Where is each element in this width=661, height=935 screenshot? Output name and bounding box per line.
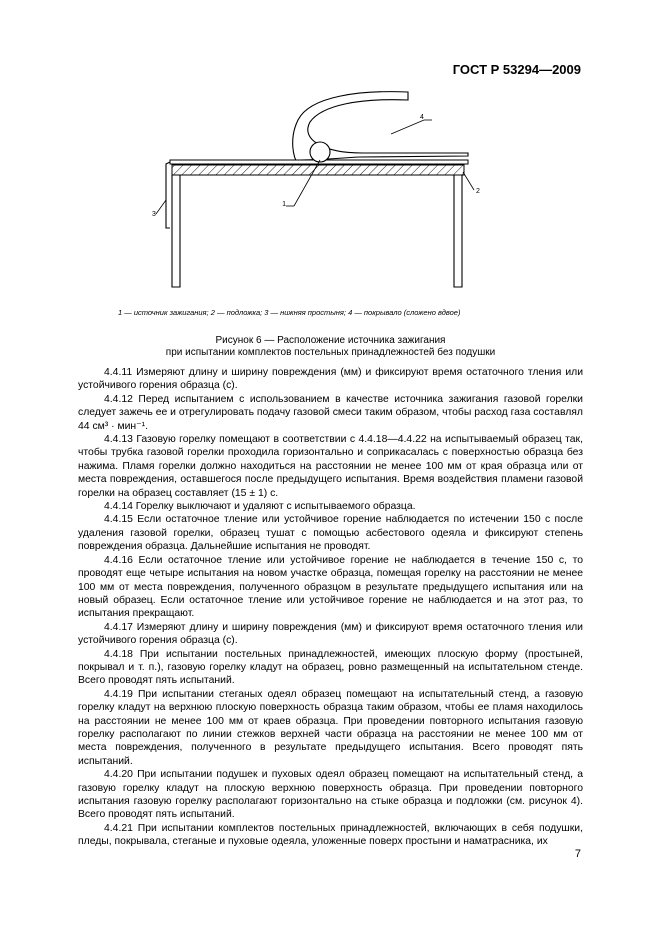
paragraph-4-4-17: 4.4.17 Измеряют длину и ширину повреждения (мм) и фиксируют время остаточного тления или устойчивого горения образца (с). (78, 621, 583, 647)
paragraph-4-4-18: 4.4.18 При испытании постельных принадлежностей, имеющих плоскую форму (простыней, покрывал и т. п.), газовую горелку кладут на образец, ровно размещенный на испытательном стенде. Всего проводят пять испытаний. (78, 648, 583, 687)
label-4: 4 (420, 114, 424, 121)
figure-caption-title: Рисунок 6 — Расположение источника зажигания (215, 335, 446, 346)
figure-legend: 1 — источник зажигания; 2 — подложка; 3 — нижняя простыня; 4 — покрывало (сложено вдвое) (118, 308, 461, 317)
paragraph-4-4-19: 4.4.19 При испытании стеганых одеял образец помещают на испытательный стенд, а газовую горелку кладут на верхнюю плоскую поверхность образца таким образом, чтобы ее пламя находилось на расстоянии не менее 100 мм от краев образца. При проведении повторного испытания газовую горелку располагают по линии стежков верхней части образца на расстоянии не менее 100 мм от места повреждения, полученного в результате предыдущего испытания. Всего проводят пять испытаний. (78, 688, 583, 767)
figure-caption-subtitle: при испытании комплектов постельных принадлежностей без подушки (165, 347, 496, 358)
paragraph-4-4-15: 4.4.15 Если остаточное тление или устойчивое горение наблюдается по истечении 150 с после удаления газовой горелки, образец тушат с помощью асбестового одеяла и фиксируют степень повреждения образца. Дальнейшие испытания не проводят. (78, 514, 583, 553)
label-2: 2 (476, 188, 480, 195)
paragraph-4-4-11: 4.4.11 Измеряют длину и ширину повреждения (мм) и фиксируют время остаточного тления или устойчивого горения образца (с). (78, 367, 583, 392)
figure-6-diagram (0, 0, 661, 300)
document-body (78, 366, 583, 849)
substrate-hatched (172, 165, 464, 175)
sheet-hanging-edge (166, 162, 170, 228)
paragraph-4-4-21: 4.4.21 При испытании комплектов постельных принадлежностей, включающих в себя подушки, пледы, покрывала, стеганые и пуховые одеяла, уложенные поверх простыни и наматрасника, их (78, 822, 583, 848)
paragraph-4-4-14: 4.4.14 Горелку выключают и удаляют с испытываемого образца. (104, 501, 416, 513)
paragraph-4-4-20: 4.4.20 При испытании подушек и пуховых одеял образец помещают на испытательный стенд, а газовую горелку кладут на плоскую верхнюю поверхность образца. При проведении повторного испытания газовую горелку располагают горизонтально на стыке образца и подложки (см. рисунок 4). Всего проводят пять испытаний. (78, 769, 583, 821)
paragraph-4-4-13: 4.4.13 Газовую горелку помещают в соответствии с 4.4.18—4.4.22 на испытываемый образец так, чтобы трубка газовой горелки проходила горизонтально и соприкасалась с поверхностью образца без нажима. Пламя горелки должно находиться на расстоянии не менее 100 мм от края образца или от места повреждения, оставшегося после предыдущего испытания. Время воздействия пламени газовой горелки на образец составляет (15 ± 1) с. (78, 434, 583, 499)
label-3: 3 (152, 211, 156, 218)
paragraph-4-4-16: 4.4.16 Если остаточное тление или устойчивое горение не наблюдается в течение 150 с, то проводят еще четыре испытания на новом участке образца, помещая горелку на расстоянии не менее 100 мм от места повреждения, полученного образцом в результате предыдущего испытания или на новый образец. Если остаточное тление или устойчивое горение не наблюдается и на этот раз, то испытания прекращают. (78, 554, 583, 620)
label-1: 1 (282, 201, 286, 208)
ignition-source (310, 142, 330, 162)
page-number: 7 (574, 848, 581, 860)
test-stand-frame (172, 175, 462, 287)
paragraph-4-4-12: 4.4.12 Перед испытанием с использованием в качестве источника зажигания газовой горелки следует зажечь ее и отрегулировать подачу газовой смеси таким образом, чтобы расход газа составлял 44 см³ · мин⁻¹. (78, 393, 583, 432)
document-standard-header: ГОСТ Р 53294—2009 (452, 62, 581, 77)
